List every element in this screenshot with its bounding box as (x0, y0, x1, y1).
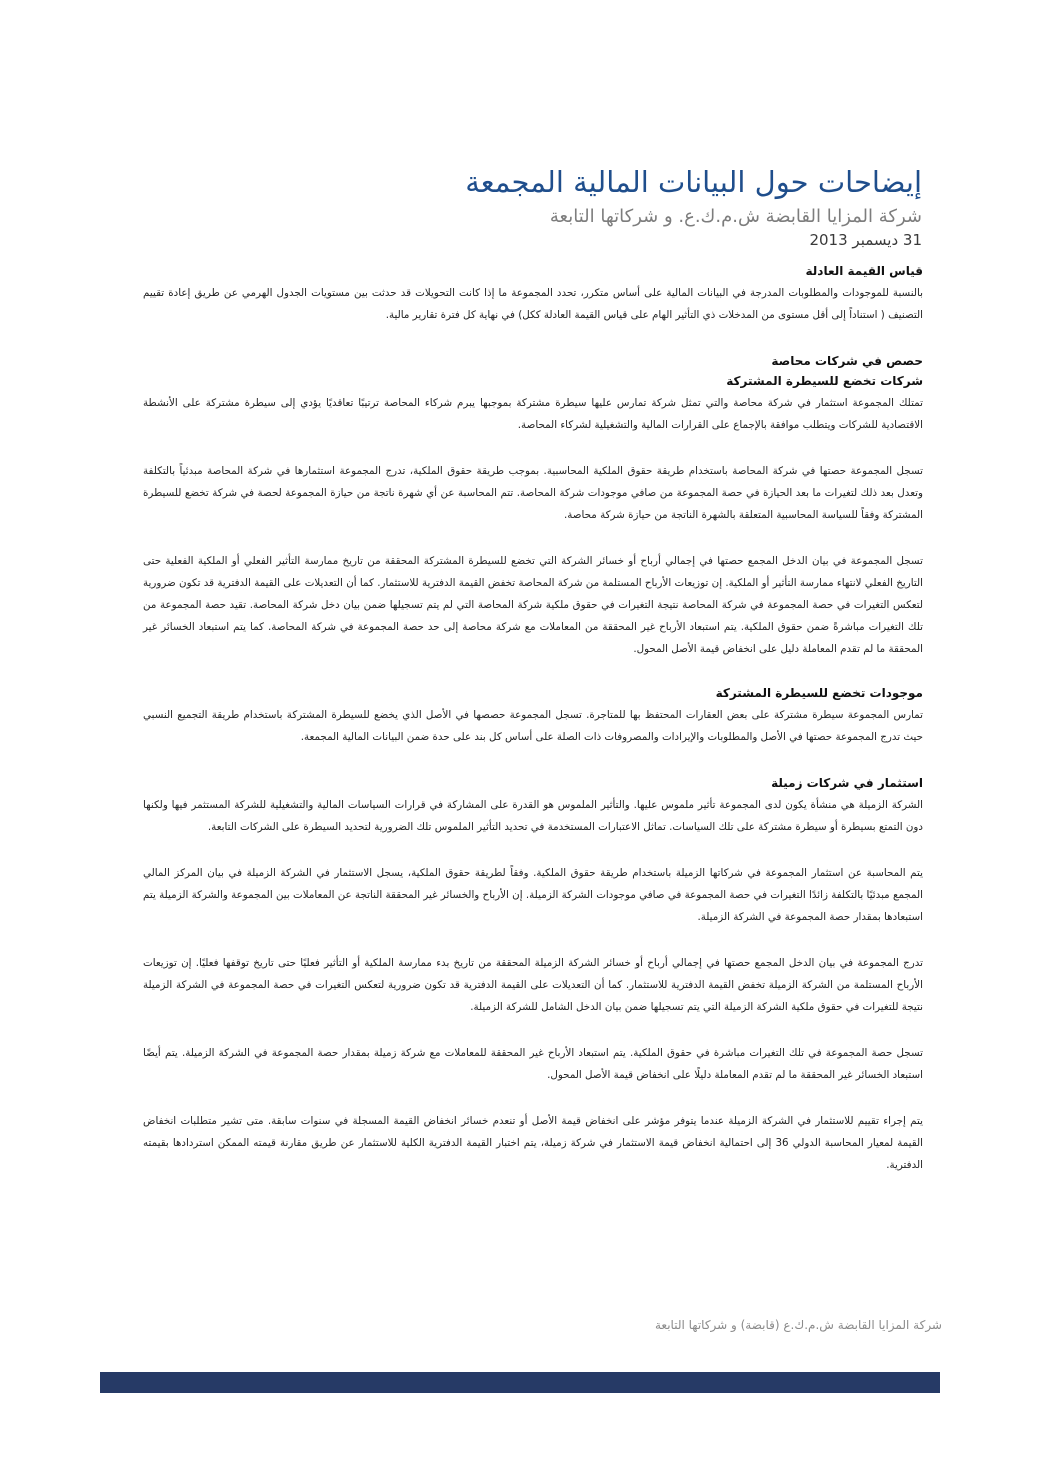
page-header (122, 163, 922, 250)
paragraph: تسجل حصة المجموعة في تلك التغيرات مباشرة في حقوق الملكية. يتم استبعاد الأرباح غير المحققة للمعاملات مع شركة زميلة بمقدار حصة المجموعة في الشركة الزميلة. يتم أيضًا استبعاد الخسائر غير المحققة ما لم تقدم المعاملة دليلًا على انخفاض قيمة الأصل المحول. (143, 1047, 923, 1081)
subsection-title: شركات تخضع للسيطرة المشتركة (726, 374, 923, 388)
footer-bar (100, 1372, 940, 1393)
document-body (143, 262, 923, 1176)
section-title: حصص في شركات محاصة (771, 354, 923, 368)
section-fair-value (143, 262, 923, 326)
section-joint-ventures (143, 352, 923, 748)
paragraph: تمارس المجموعة سيطرة مشتركة على بعض العقارات المحتفظ بها للمتاجرة. تسجل المجموعة حصصها في الأصل الذي يخضع للسيطرة المشتركة باستخدام طريقة التجميع النسبي حيث تدرج المجموعة حصتها في الأصل والمطلوبات والإيرادات والمصروفات ذات الصلة على أساس كل بند على حدة ضمن البيانات المالية المجمعة. (143, 709, 923, 743)
paragraph: الشركة الزميلة هي منشأة يكون لدى المجموعة تأثير ملموس عليها. والتأثير الملموس هو القدرة على المشاركة في قرارات السياسات المالية والتشغيلية للشركة المستثمر فيها ولكنها دون التمتع بسيطرة أو سيطرة مشتركة على تلك السياسات. تماثل الاعتبارات المستخدمة في تحديد التأثير الملموس تلك الضرورية لتحديد السيطرة على الشركات التابعة. (143, 799, 923, 833)
paragraph: يتم المحاسبة عن استثمار المجموعة في شركاتها الزميلة باستخدام طريقة حقوق الملكية. وفقاً لطريقة حقوق الملكية، يسجل الاستثمار في الشركة الزميلة في بيان المركز المالي المجمع مبدئيًا بالتكلفة زائدًا التغيرات في حصة المجموعة في صافي موجودات الشركة الزميلة. إن الأرباح والخسائر غير المحققة الناتجة عن المعاملات بين المجموعة والشركة الزميلة يتم استبعادها بمقدار حصة المجموعة في الشركة الزميلة. (143, 867, 923, 923)
footer-company-name: شركة المزايا القابضة ش.م.ك.ع (قابضة) و شركاتها التابعة (654, 1318, 942, 1332)
paragraph: تسجل المجموعة حصتها في شركة المحاصة باستخدام طريقة حقوق الملكية المحاسبية. بموجب طريقة حقوق الملكية، تدرج المجموعة استثمارها في شركة المحاصة مبدئياً بالتكلفة وتعدل بعد ذلك لتغيرات ما بعد الحيازة في حصة المجموعة من صافي موجودات شركة المحاصة. تتم المحاسبة عن أي شهرة ناتجة من حيازة المجموعة لحصة في شركة تخضع للسيطرة المشتركة وفقاً للسياسة المحاسبية المتعلقة بالشهرة الناتجة من حيازة شركة محاصة. (143, 465, 923, 521)
page-title: إيضاحات حول البيانات المالية المجمعة (465, 165, 922, 199)
paragraph: يتم إجراء تقييم للاستثمار في الشركة الزميلة عندما يتوفر مؤشر على انخفاض قيمة الأصل أو تنعدم خسائر انخفاض القيمة المسجلة في سنوات سابقة. متى تشير متطلبات انخفاض القيمة لمعيار المحاسبة الدولي 36 إلى احتمالية انخفاض قيمة الاستثمار في شركة زميلة، يتم اختبار القيمة الدفترية الكلية للاستثمار عن طريق مقارنة قيمته الممكن استردادها بقيمته الدفترية. (143, 1115, 923, 1171)
report-date: 31 ديسمبر 2013 (809, 231, 922, 249)
section-title: قياس القيمة العادلة (805, 264, 923, 278)
section-associates (143, 774, 923, 1176)
subsection-title: موجودات تخضع للسيطرة المشتركة (715, 686, 923, 700)
paragraph: تدرج المجموعة في بيان الدخل المجمع حصتها في إجمالي أرباح أو خسائر الشركة الزميلة المحققة من تاريخ بدء ممارسة الملكية أو التأثير فعليًا حتى تاريخ توقفها فعليًا. إن توزيعات الأرباح المستلمة من الشركة الزميلة تخفض القيمة الدفترية للاستثمار. كما أن التعديلات على القيمة الدفترية قد تكون ضرورية لتعكس التغيرات في حصة المجموعة في الشركة الزميلة نتيجة للتغيرات في حقوق ملكية الشركة الزميلة التي يتم تسجيلها ضمن بيان الدخل الشامل للشركة الزميلة. (143, 957, 923, 1013)
section-title: استثمار في شركات زميلة (771, 776, 923, 790)
company-name: شركة المزايا القابضة ش.م.ك.ع. و شركاتها التابعة (549, 206, 922, 227)
paragraph: بالنسبة للموجودات والمطلوبات المدرجة في البيانات المالية على أساس متكرر، تحدد المجموعة ما إذا كانت التحويلات قد حدثت بين مستويات الجدول الهرمي عن طريق إعادة تقييم التصنيف ( استناداً إلى أقل مستوى من المدخلات ذي التأثير الهام على قياس القيمة العادلة ككل) في نهاية كل فترة تقارير مالية. (143, 287, 923, 321)
paragraph: تمتلك المجموعة استثمار في شركة محاصة والتي تمثل شركة تمارس عليها سيطرة مشتركة بموجبها يبرم شركاء المحاصة ترتيبًا تعاقديًا يؤدي إلى سيطرة مشتركة على الأنشطة الاقتصادية للشركات ويتطلب موافقة بالإجماع على القرارات المالية والتشغيلية لشركاء المحاصة. (143, 397, 923, 431)
paragraph: تسجل المجموعة في بيان الدخل المجمع حصتها في إجمالي أرباح أو خسائر الشركة التي تخضع للسيطرة المشتركة المحققة من تاريخ ممارسة التأثير الفعلي أو الملكية الفعلية حتى التاريخ الفعلي لانتهاء ممارسة التأثير أو الملكية. إن توزيعات الأرباح المستلمة من شركة المحاصة تخفض القيمة الدفترية للاستثمار. كما أن التعديلات على القيمة الدفترية قد تكون ضرورية لتعكس التغيرات في حصة المجموعة في شركة المحاصة نتيجة التغيرات في حقوق ملكية شركة المحاصة التي لم يتم تسجيلها ضمن بيان دخل شركة المحاصة. تقيد حصة المجموعة من تلك التغيرات مباشرةً ضمن حقوق الملكية. يتم استبعاد الأرباح غير المحققة من المعاملات مع شركة محاصة إلى حد حصة المجموعة في شركة المحاصة. كما يتم استبعاد الخسائر غير المحققة ما لم تقدم المعاملة دليل على انخفاض قيمة الأصل المحول. (143, 555, 923, 655)
